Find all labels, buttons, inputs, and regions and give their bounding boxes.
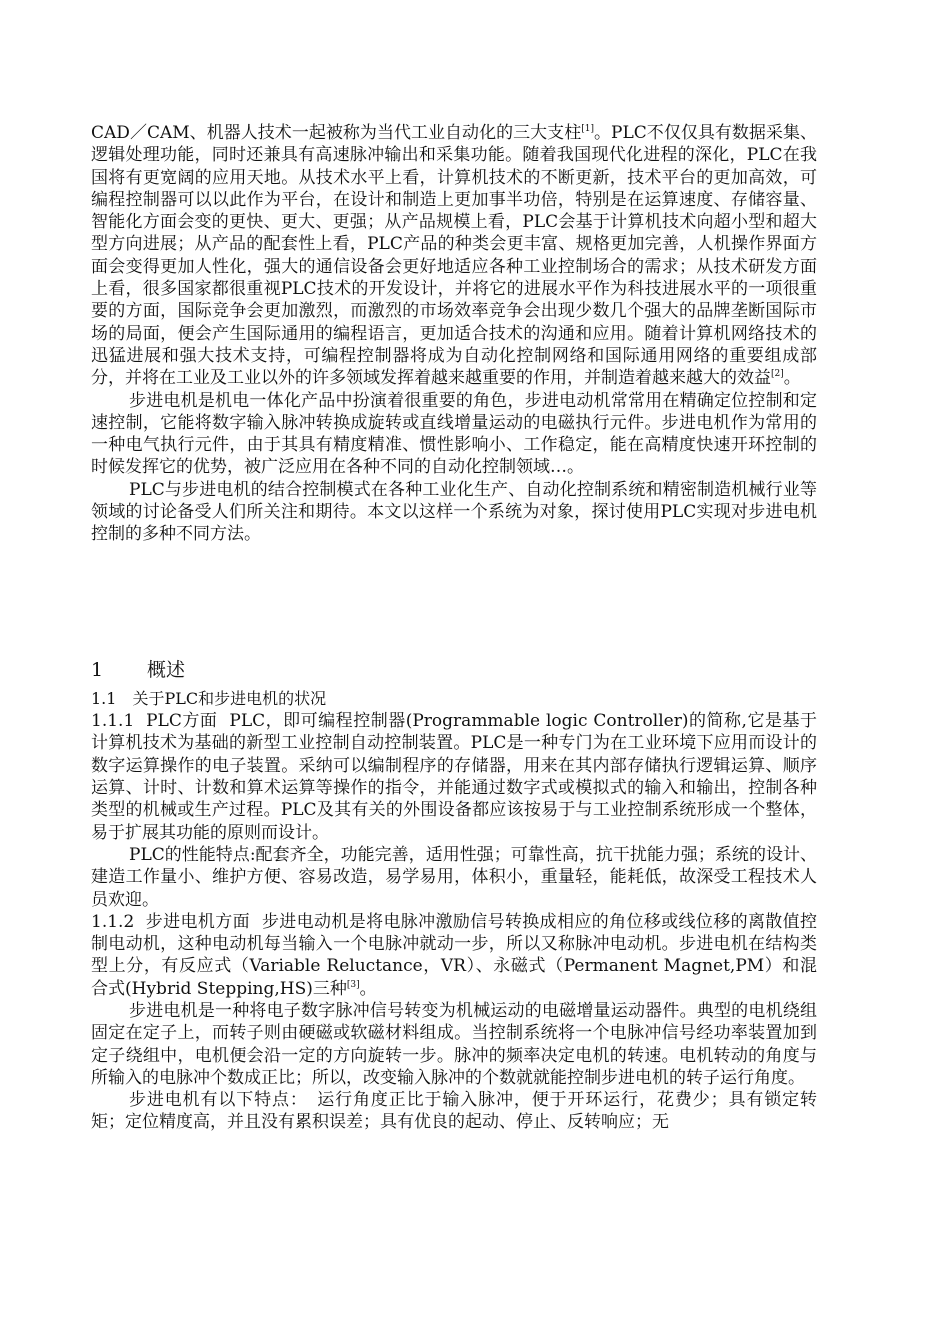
section-heading-1-1: 1.1 关于PLC和步进电机的状况 <box>91 688 327 708</box>
document-page <box>91 122 817 1134</box>
intro-paragraph-2: 步进电机是机电一体化产品中扮演着很重要的角色，步进电动机常常用在精确定位控制和定速控制，它能将数字输入脉冲转换成旋转或直线增量运动的电磁执行元件。步进电机作为常用的一种电气执行元件，由于其具有精度精准、惯性影响小、工作稳定，能在高精度快速开环控制的时候发挥它的优势，被广泛应用在各种不同的自动化控制领域…。 <box>91 390 817 478</box>
subsection-1-1-2-body-end: 。 <box>359 978 377 999</box>
chapter-number: 1 <box>91 658 104 681</box>
stepper-features-paragraph: 步进电机有以下特点： 运行角度正比于输入脉冲，便于开环运行，花费少；具有锁定转矩；定位精度高，并且没有累积误差；具有优良的起动、停止、反转响应；无 <box>91 1090 817 1133</box>
section-spacer <box>91 546 817 657</box>
intro-p1-text: CAD／CAM、机器人技术一起被称为当代工业自动化的三大支柱 <box>91 123 582 143</box>
plc-features-paragraph: PLC的性能特点:配套齐全，功能完善，适用性强；可靠性高，抗干扰能力强；系统的设计、建造工作量小、维护方便、容易改造，易学易用，体积小，重量轻，能耗低，故深受工程技术人员欢迎。 <box>91 844 817 910</box>
subsection-1-1-1-title: PLC方面 <box>146 711 218 732</box>
intro-p1-text-end: 。 <box>783 368 801 389</box>
stepper-description-paragraph: 步进电机是一种将电子数字脉冲信号转变为机械运动的电磁增量运动器件。典型的电机绕组固定在定子上，而转子则由硬磁或软磁材料组成。当控制系统将一个电脉冲信号经功率装置加到定子绕组中，电机便会沿一定的方向旋转一步。脉冲的频率决定电机的转速。电机转动的角度与所输入的电脉冲个数成正比；所以，改变输入脉冲的个数就就能控制步进电机的转子运行角度。 <box>91 1001 817 1088</box>
subsection-1-1-2-title: 步进电机方面 <box>145 911 250 932</box>
subsection-1-1-2-paragraph <box>91 911 817 1000</box>
intro-paragraph-1 <box>91 122 817 390</box>
citation-ref-2: [2] <box>771 369 784 380</box>
subsection-1-1-2-body: 步进电动机是将电脉冲激励信号转换成相应的角位移或线位移的离散值控制电动机，这种电动机每当输入一个电脉冲就动一步，所以又称脉冲电动机。步进电机在结构类型上分，有反应式（Variable Reluctance，VR）、永磁式（Permanent Magnet,PM）和混合式(Hybrid Stepping,HS)三种 <box>91 911 818 999</box>
subsection-1-1-1-number: 1.1.1 <box>91 711 135 732</box>
subsection-1-1-1-paragraph <box>91 710 817 844</box>
chapter-heading <box>91 657 817 688</box>
intro-p1-text-cont: 。PLC不仅仅具有数据采集、逻辑处理功能，同时还兼具有高速脉冲输出和采集功能。随着我国现代化进程的深化，PLC在我国将有更宽阔的应用天地。从技术水平上看，计算机技术的不断更新，技术平台的更加高效，可编程控制器可以以此作为平台，在设计和制造上更加事半功倍，特别是在运算速度、存储容量、智能化方面会变的更快、更大、更强；从产品规模上看，PLC会基于计算机技术向超小型和超大型方向进展；从产品的配套性上看，PLC产品的种类会更丰富、规格更加完善，人机操作界面方面会变得更加人性化，强大的通信设备会更好地适应各种工业控制场合的需求；从技术研发方面上看，很多国家都很重视PLC技术的开发设计，并将它的进展水平作为科技进展水平的一项很重要的方面，国际竞争会更加激烈，而激烈的市场效率竞争会出现少数几个强大的品牌垄断国际市场的局面，便会产生国际通用的编程语言，更加适合技术的沟通和应用。随着计算机网络技术的迅猛进展和强大技术支持，可编程控制器将成为自动化控制网络和国际通用网络的重要组成部分，并将在工业及工业以外的许多领域发挥着越来越重要的作用，并制造着越来越大的效益 <box>91 123 818 389</box>
citation-ref-3: [3] <box>346 979 360 990</box>
chapter-title: 概述 <box>147 658 186 681</box>
citation-ref-1: [1] <box>581 124 594 134</box>
subsection-1-1-2-number: 1.1.2 <box>91 911 135 932</box>
intro-paragraph-3: PLC与步进电机的结合控制模式在各种工业化生产、自动化控制系统和精密制造机械行业等领域的讨论备受人们所关注和期待。本文以这样一个系统为对象，探讨使用PLC实现对步进电机控制的多种不同方法。 <box>91 479 817 545</box>
subsection-1-1-1-body: PLC，即可编程控制器(Programmable logic Controller)的简称,它是基于计算机技术为基础的新型工业控制自动控制装置。PLC是一种专门为在工业环境下应用而设计的数字运算操作的电子装置。采纳可以编制程序的存储器，用来在其内部存储执行逻辑运算、顺序运算、计时、计数和算术运算等操作的指令，并能通过数字式或模拟式的输入和输出，控制各种类型的机械或生产过程。PLC及其有关的外围设备都应该按易于与工业控制系统形成一个整体，易于扩展其功能的原则而设计。 <box>91 711 817 843</box>
